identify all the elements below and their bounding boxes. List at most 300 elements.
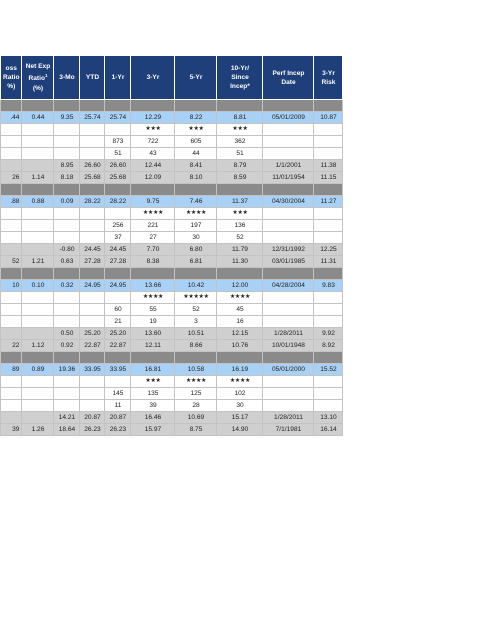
separator-cell xyxy=(105,184,131,196)
table-cell xyxy=(80,388,105,400)
table-cell xyxy=(54,208,80,220)
table-cell: 11.31 xyxy=(314,256,343,268)
col-header-text: 3-Mo xyxy=(59,74,75,81)
table-cell xyxy=(263,376,314,388)
table-cell: 8.95 xyxy=(54,160,80,172)
table-cell xyxy=(22,304,54,316)
separator-cell xyxy=(22,100,54,112)
performance-table xyxy=(0,55,343,436)
separator-cell xyxy=(131,184,175,196)
table-cell: .44 xyxy=(1,112,22,124)
table-cell xyxy=(1,148,22,160)
star-rating: ★★★ xyxy=(175,124,217,136)
rank-row xyxy=(1,208,343,220)
table-cell: 0.44 xyxy=(22,112,54,124)
table-cell: 10.76 xyxy=(217,340,263,352)
table-cell: 8.38 xyxy=(131,256,175,268)
separator-cell xyxy=(105,268,131,280)
separator-cell xyxy=(80,352,105,364)
col-header-text: 1-Yr xyxy=(111,74,125,81)
table-cell xyxy=(22,376,54,388)
fund-row xyxy=(1,196,343,208)
rank-row xyxy=(1,136,343,148)
table-cell xyxy=(314,208,343,220)
table-cell: 12.15 xyxy=(217,328,263,340)
separator-cell xyxy=(54,184,80,196)
separator-cell xyxy=(1,184,22,196)
table-cell xyxy=(80,220,105,232)
col-header-risk xyxy=(314,56,343,100)
col-header-text: Net Exp xyxy=(25,63,51,71)
separator-cell xyxy=(105,352,131,364)
rank-row xyxy=(1,376,343,388)
table-cell: 0.32 xyxy=(54,280,80,292)
table-cell xyxy=(22,412,54,424)
col-header-text: (%) xyxy=(32,84,44,92)
table-cell xyxy=(1,316,22,328)
separator-cell xyxy=(131,100,175,112)
table-cell: 14.21 xyxy=(54,412,80,424)
separator-cell xyxy=(263,268,314,280)
col-header-text: 3-Yr xyxy=(322,69,335,77)
table-cell xyxy=(80,136,105,148)
table-cell: 04/28/2004 xyxy=(263,280,314,292)
table-cell: 8.79 xyxy=(217,160,263,172)
col-header-text: Date xyxy=(281,78,296,86)
table-cell: 0.09 xyxy=(54,196,80,208)
table-cell: 51 xyxy=(105,148,131,160)
table-cell: 1.21 xyxy=(22,256,54,268)
table-cell: 16.46 xyxy=(131,412,175,424)
table-cell: 24.95 xyxy=(80,280,105,292)
separator-cell xyxy=(175,100,217,112)
table-cell: 8.92 xyxy=(314,340,343,352)
table-cell: 19 xyxy=(131,316,175,328)
table-cell: 362 xyxy=(217,136,263,148)
table-cell: 6.81 xyxy=(175,256,217,268)
table-cell xyxy=(80,232,105,244)
table-cell: 15.17 xyxy=(217,412,263,424)
separator-cell xyxy=(217,268,263,280)
table-cell: 26.23 xyxy=(105,424,131,436)
table-cell: 20.87 xyxy=(80,412,105,424)
table-cell: 8.22 xyxy=(175,112,217,124)
table-cell xyxy=(22,124,54,136)
table-cell: 8.59 xyxy=(217,172,263,184)
table-cell xyxy=(314,400,343,412)
col-header-text: Incep* xyxy=(230,83,250,90)
table-cell xyxy=(314,148,343,160)
table-cell: 7.70 xyxy=(131,244,175,256)
table-cell xyxy=(263,400,314,412)
col-header-5yr xyxy=(175,56,217,100)
table-cell: 8.10 xyxy=(175,172,217,184)
star-rating: ★★★ xyxy=(217,208,263,220)
table-cell: 8.66 xyxy=(175,340,217,352)
table-cell: 7.46 xyxy=(175,196,217,208)
table-cell: 16.19 xyxy=(217,364,263,376)
table-cell: 145 xyxy=(105,388,131,400)
table-cell xyxy=(54,292,80,304)
col-header-3mo xyxy=(54,56,80,100)
table-cell xyxy=(54,400,80,412)
table-cell: 10/01/1948 xyxy=(263,340,314,352)
benchmark-row xyxy=(1,412,343,424)
table-cell xyxy=(1,160,22,172)
table-cell: 25.68 xyxy=(80,172,105,184)
separator-cell xyxy=(314,100,343,112)
col-header-gross xyxy=(1,56,22,100)
table-cell: 30 xyxy=(217,400,263,412)
col-header-ytd xyxy=(80,56,105,100)
table-cell xyxy=(54,124,80,136)
col-header-text: YTD xyxy=(85,74,100,81)
table-cell: 27 xyxy=(131,232,175,244)
table-cell: 11.30 xyxy=(217,256,263,268)
separator-cell xyxy=(80,268,105,280)
table-cell: 15.52 xyxy=(314,364,343,376)
table-cell: 25.74 xyxy=(105,112,131,124)
table-cell: 125 xyxy=(175,388,217,400)
table-cell: 13.66 xyxy=(131,280,175,292)
table-cell xyxy=(54,388,80,400)
table-cell: 11.37 xyxy=(217,196,263,208)
table-cell: 256 xyxy=(105,220,131,232)
table-cell xyxy=(54,148,80,160)
table-cell xyxy=(105,208,131,220)
rank-row xyxy=(1,388,343,400)
table-cell: 52 xyxy=(175,304,217,316)
benchmark-row xyxy=(1,160,343,172)
table-cell: 9.83 xyxy=(314,280,343,292)
table-cell xyxy=(80,124,105,136)
table-cell: 25.20 xyxy=(80,328,105,340)
star-rating: ★★★ xyxy=(217,124,263,136)
table-cell xyxy=(263,124,314,136)
table-cell: 10.42 xyxy=(175,280,217,292)
table-cell: 25.68 xyxy=(105,172,131,184)
col-header-3yr xyxy=(131,56,175,100)
table-cell: 8.75 xyxy=(175,424,217,436)
table-cell: .88 xyxy=(1,196,22,208)
table-cell: 19.36 xyxy=(54,364,80,376)
separator-cell xyxy=(217,100,263,112)
table-cell: 12.09 xyxy=(131,172,175,184)
col-header-text: 10-Yr/ xyxy=(230,65,250,72)
table-cell: 136 xyxy=(217,220,263,232)
table-cell: 30 xyxy=(175,232,217,244)
table-cell: -0.80 xyxy=(54,244,80,256)
separator-cell xyxy=(105,100,131,112)
separator-cell xyxy=(217,184,263,196)
benchmark-row xyxy=(1,340,343,352)
table-cell xyxy=(314,388,343,400)
table-cell xyxy=(54,376,80,388)
star-rating: ★★★★ xyxy=(131,292,175,304)
table-cell: 33.95 xyxy=(80,364,105,376)
table-cell: 1.14 xyxy=(22,172,54,184)
col-header-text: 5-Yr xyxy=(189,74,203,81)
group-separator xyxy=(1,100,343,112)
table-cell: 9.75 xyxy=(131,196,175,208)
separator-cell xyxy=(54,352,80,364)
table-cell xyxy=(22,220,54,232)
table-cell: 11.38 xyxy=(314,160,343,172)
group-separator xyxy=(1,268,343,280)
table-cell xyxy=(22,292,54,304)
table-cell xyxy=(314,136,343,148)
table-cell: 12.11 xyxy=(131,340,175,352)
table-cell: 27.28 xyxy=(80,256,105,268)
table-cell: 25.74 xyxy=(80,112,105,124)
col-header-text: Ratio xyxy=(3,74,20,81)
group-separator xyxy=(1,184,343,196)
separator-cell xyxy=(314,352,343,364)
separator-cell xyxy=(263,184,314,196)
table-cell: 722 xyxy=(131,136,175,148)
table-cell: 12/31/1992 xyxy=(263,244,314,256)
star-rating: ★★★★ xyxy=(131,208,175,220)
table-cell: 44 xyxy=(175,148,217,160)
separator-cell xyxy=(314,184,343,196)
table-cell xyxy=(80,304,105,316)
table-cell: 10 xyxy=(1,280,22,292)
table-cell xyxy=(22,328,54,340)
table-cell: 13.10 xyxy=(314,412,343,424)
table-cell xyxy=(54,136,80,148)
table-cell xyxy=(263,316,314,328)
table-cell: 0.92 xyxy=(54,340,80,352)
table-cell: 11.15 xyxy=(314,172,343,184)
table-cell: 13.60 xyxy=(131,328,175,340)
table-cell: 22.87 xyxy=(105,340,131,352)
benchmark-row xyxy=(1,244,343,256)
table-cell: 9.35 xyxy=(54,112,80,124)
table-cell xyxy=(263,388,314,400)
separator-cell xyxy=(175,268,217,280)
table-cell: 8.81 xyxy=(217,112,263,124)
table-cell xyxy=(1,304,22,316)
rank-row xyxy=(1,292,343,304)
col-header-text: oss xyxy=(5,65,17,72)
table-body xyxy=(1,100,343,436)
col-header-text: %) xyxy=(7,83,16,90)
table-cell: 605 xyxy=(175,136,217,148)
table-cell: 0.88 xyxy=(22,196,54,208)
table-cell: 05/01/2009 xyxy=(263,112,314,124)
star-rating: ★★★★ xyxy=(175,208,217,220)
table-cell xyxy=(263,232,314,244)
rank-row xyxy=(1,220,343,232)
table-cell: 10.87 xyxy=(314,112,343,124)
table-cell: 11 xyxy=(105,400,131,412)
table-cell: 24.45 xyxy=(105,244,131,256)
table-cell xyxy=(1,208,22,220)
benchmark-row xyxy=(1,328,343,340)
table-cell: 37 xyxy=(105,232,131,244)
table-cell: 27.28 xyxy=(105,256,131,268)
benchmark-row xyxy=(1,172,343,184)
table-cell: 135 xyxy=(131,388,175,400)
table-cell: 11/01/1954 xyxy=(263,172,314,184)
table-cell xyxy=(80,208,105,220)
table-cell xyxy=(1,388,22,400)
rank-row xyxy=(1,124,343,136)
table-cell: 26 xyxy=(1,172,22,184)
header-row xyxy=(1,56,343,100)
table-cell: 26.60 xyxy=(80,160,105,172)
table-cell: 6.80 xyxy=(175,244,217,256)
table-cell: 16.81 xyxy=(131,364,175,376)
table-cell: 21 xyxy=(105,316,131,328)
separator-cell xyxy=(131,268,175,280)
table-cell: 16.14 xyxy=(314,424,343,436)
table-cell: 0.10 xyxy=(22,280,54,292)
table-cell xyxy=(1,136,22,148)
separator-cell xyxy=(263,100,314,112)
star-rating: ★★★ xyxy=(131,376,175,388)
table-cell xyxy=(80,148,105,160)
col-header-10yr xyxy=(217,56,263,100)
table-cell: 22.87 xyxy=(80,340,105,352)
table-cell xyxy=(1,244,22,256)
table-cell: 39 xyxy=(131,400,175,412)
table-cell: 45 xyxy=(217,304,263,316)
star-rating: ★★★★ xyxy=(217,376,263,388)
table-cell xyxy=(263,220,314,232)
table-cell: 43 xyxy=(131,148,175,160)
table-cell xyxy=(1,292,22,304)
fund-row xyxy=(1,112,343,124)
table-cell: 05/01/2000 xyxy=(263,364,314,376)
table-cell xyxy=(22,160,54,172)
table-cell xyxy=(22,232,54,244)
table-cell: 3 xyxy=(175,316,217,328)
star-rating: ★★★★ xyxy=(175,376,217,388)
star-rating: ★★★★ xyxy=(217,292,263,304)
table-cell: 12.25 xyxy=(314,244,343,256)
table-cell xyxy=(314,376,343,388)
table-cell xyxy=(314,124,343,136)
table-cell: 102 xyxy=(217,388,263,400)
table-cell xyxy=(105,376,131,388)
table-cell: 8.41 xyxy=(175,160,217,172)
table-cell xyxy=(263,136,314,148)
group-separator xyxy=(1,352,343,364)
col-header-text: 3-Yr xyxy=(146,74,160,81)
table-cell: 24.45 xyxy=(80,244,105,256)
table-cell xyxy=(314,292,343,304)
table-cell: 12.29 xyxy=(131,112,175,124)
table-cell: 10.58 xyxy=(175,364,217,376)
separator-cell xyxy=(175,352,217,364)
table-cell: 24.95 xyxy=(105,280,131,292)
table-cell xyxy=(54,220,80,232)
table-cell: 197 xyxy=(175,220,217,232)
table-cell: 18.64 xyxy=(54,424,80,436)
table-cell xyxy=(22,208,54,220)
table-cell xyxy=(105,124,131,136)
col-header-text: Since xyxy=(231,74,249,81)
benchmark-row xyxy=(1,256,343,268)
table-cell xyxy=(263,208,314,220)
table-cell: 12.00 xyxy=(217,280,263,292)
table-cell: 28 xyxy=(175,400,217,412)
table-cell: 55 xyxy=(131,304,175,316)
table-cell: 221 xyxy=(131,220,175,232)
table-cell: 1/1/2001 xyxy=(263,160,314,172)
fund-row xyxy=(1,280,343,292)
col-header-text: Risk xyxy=(321,78,336,86)
table-cell: 52 xyxy=(217,232,263,244)
table-cell: 10.69 xyxy=(175,412,217,424)
fund-row xyxy=(1,364,343,376)
table-cell: 39 xyxy=(1,424,22,436)
table-cell xyxy=(314,232,343,244)
table-cell: 1.12 xyxy=(22,340,54,352)
col-header-incep xyxy=(263,56,314,100)
table-cell: 7/1/1981 xyxy=(263,424,314,436)
table-cell: 0.63 xyxy=(54,256,80,268)
table-cell xyxy=(22,136,54,148)
table-cell xyxy=(105,292,131,304)
table-cell: 0.89 xyxy=(22,364,54,376)
table-cell xyxy=(54,316,80,328)
table-cell: 26.23 xyxy=(80,424,105,436)
col-header-net xyxy=(22,56,54,100)
table-cell xyxy=(314,304,343,316)
table-cell: 16 xyxy=(217,316,263,328)
table-cell xyxy=(22,388,54,400)
table-cell: 11.79 xyxy=(217,244,263,256)
table-cell: 1/28/2011 xyxy=(263,412,314,424)
col-header-text: Perf Incep xyxy=(272,69,305,77)
table-cell xyxy=(263,292,314,304)
table-cell: 25.20 xyxy=(105,328,131,340)
table-cell xyxy=(1,400,22,412)
separator-cell xyxy=(1,100,22,112)
table-cell xyxy=(22,148,54,160)
table-cell: 0.50 xyxy=(54,328,80,340)
separator-cell xyxy=(54,268,80,280)
benchmark-row xyxy=(1,424,343,436)
rank-row xyxy=(1,232,343,244)
table-cell xyxy=(1,412,22,424)
table-cell xyxy=(80,376,105,388)
table-cell xyxy=(1,232,22,244)
table-cell: 15.97 xyxy=(131,424,175,436)
col-header-1yr xyxy=(105,56,131,100)
table-cell: 26.60 xyxy=(105,160,131,172)
table-cell: 1/28/2011 xyxy=(263,328,314,340)
table-cell: 60 xyxy=(105,304,131,316)
star-rating: ★★★★★ xyxy=(175,292,217,304)
separator-cell xyxy=(80,184,105,196)
separator-cell xyxy=(1,352,22,364)
table-cell xyxy=(263,148,314,160)
table-cell xyxy=(80,400,105,412)
table-cell xyxy=(1,328,22,340)
table-cell xyxy=(54,304,80,316)
table-cell: 89 xyxy=(1,364,22,376)
table-cell: 14.90 xyxy=(217,424,263,436)
table-cell xyxy=(22,244,54,256)
rank-row xyxy=(1,304,343,316)
table-cell xyxy=(1,124,22,136)
table-cell: 8.18 xyxy=(54,172,80,184)
table-cell xyxy=(1,220,22,232)
star-rating: ★★★ xyxy=(131,124,175,136)
